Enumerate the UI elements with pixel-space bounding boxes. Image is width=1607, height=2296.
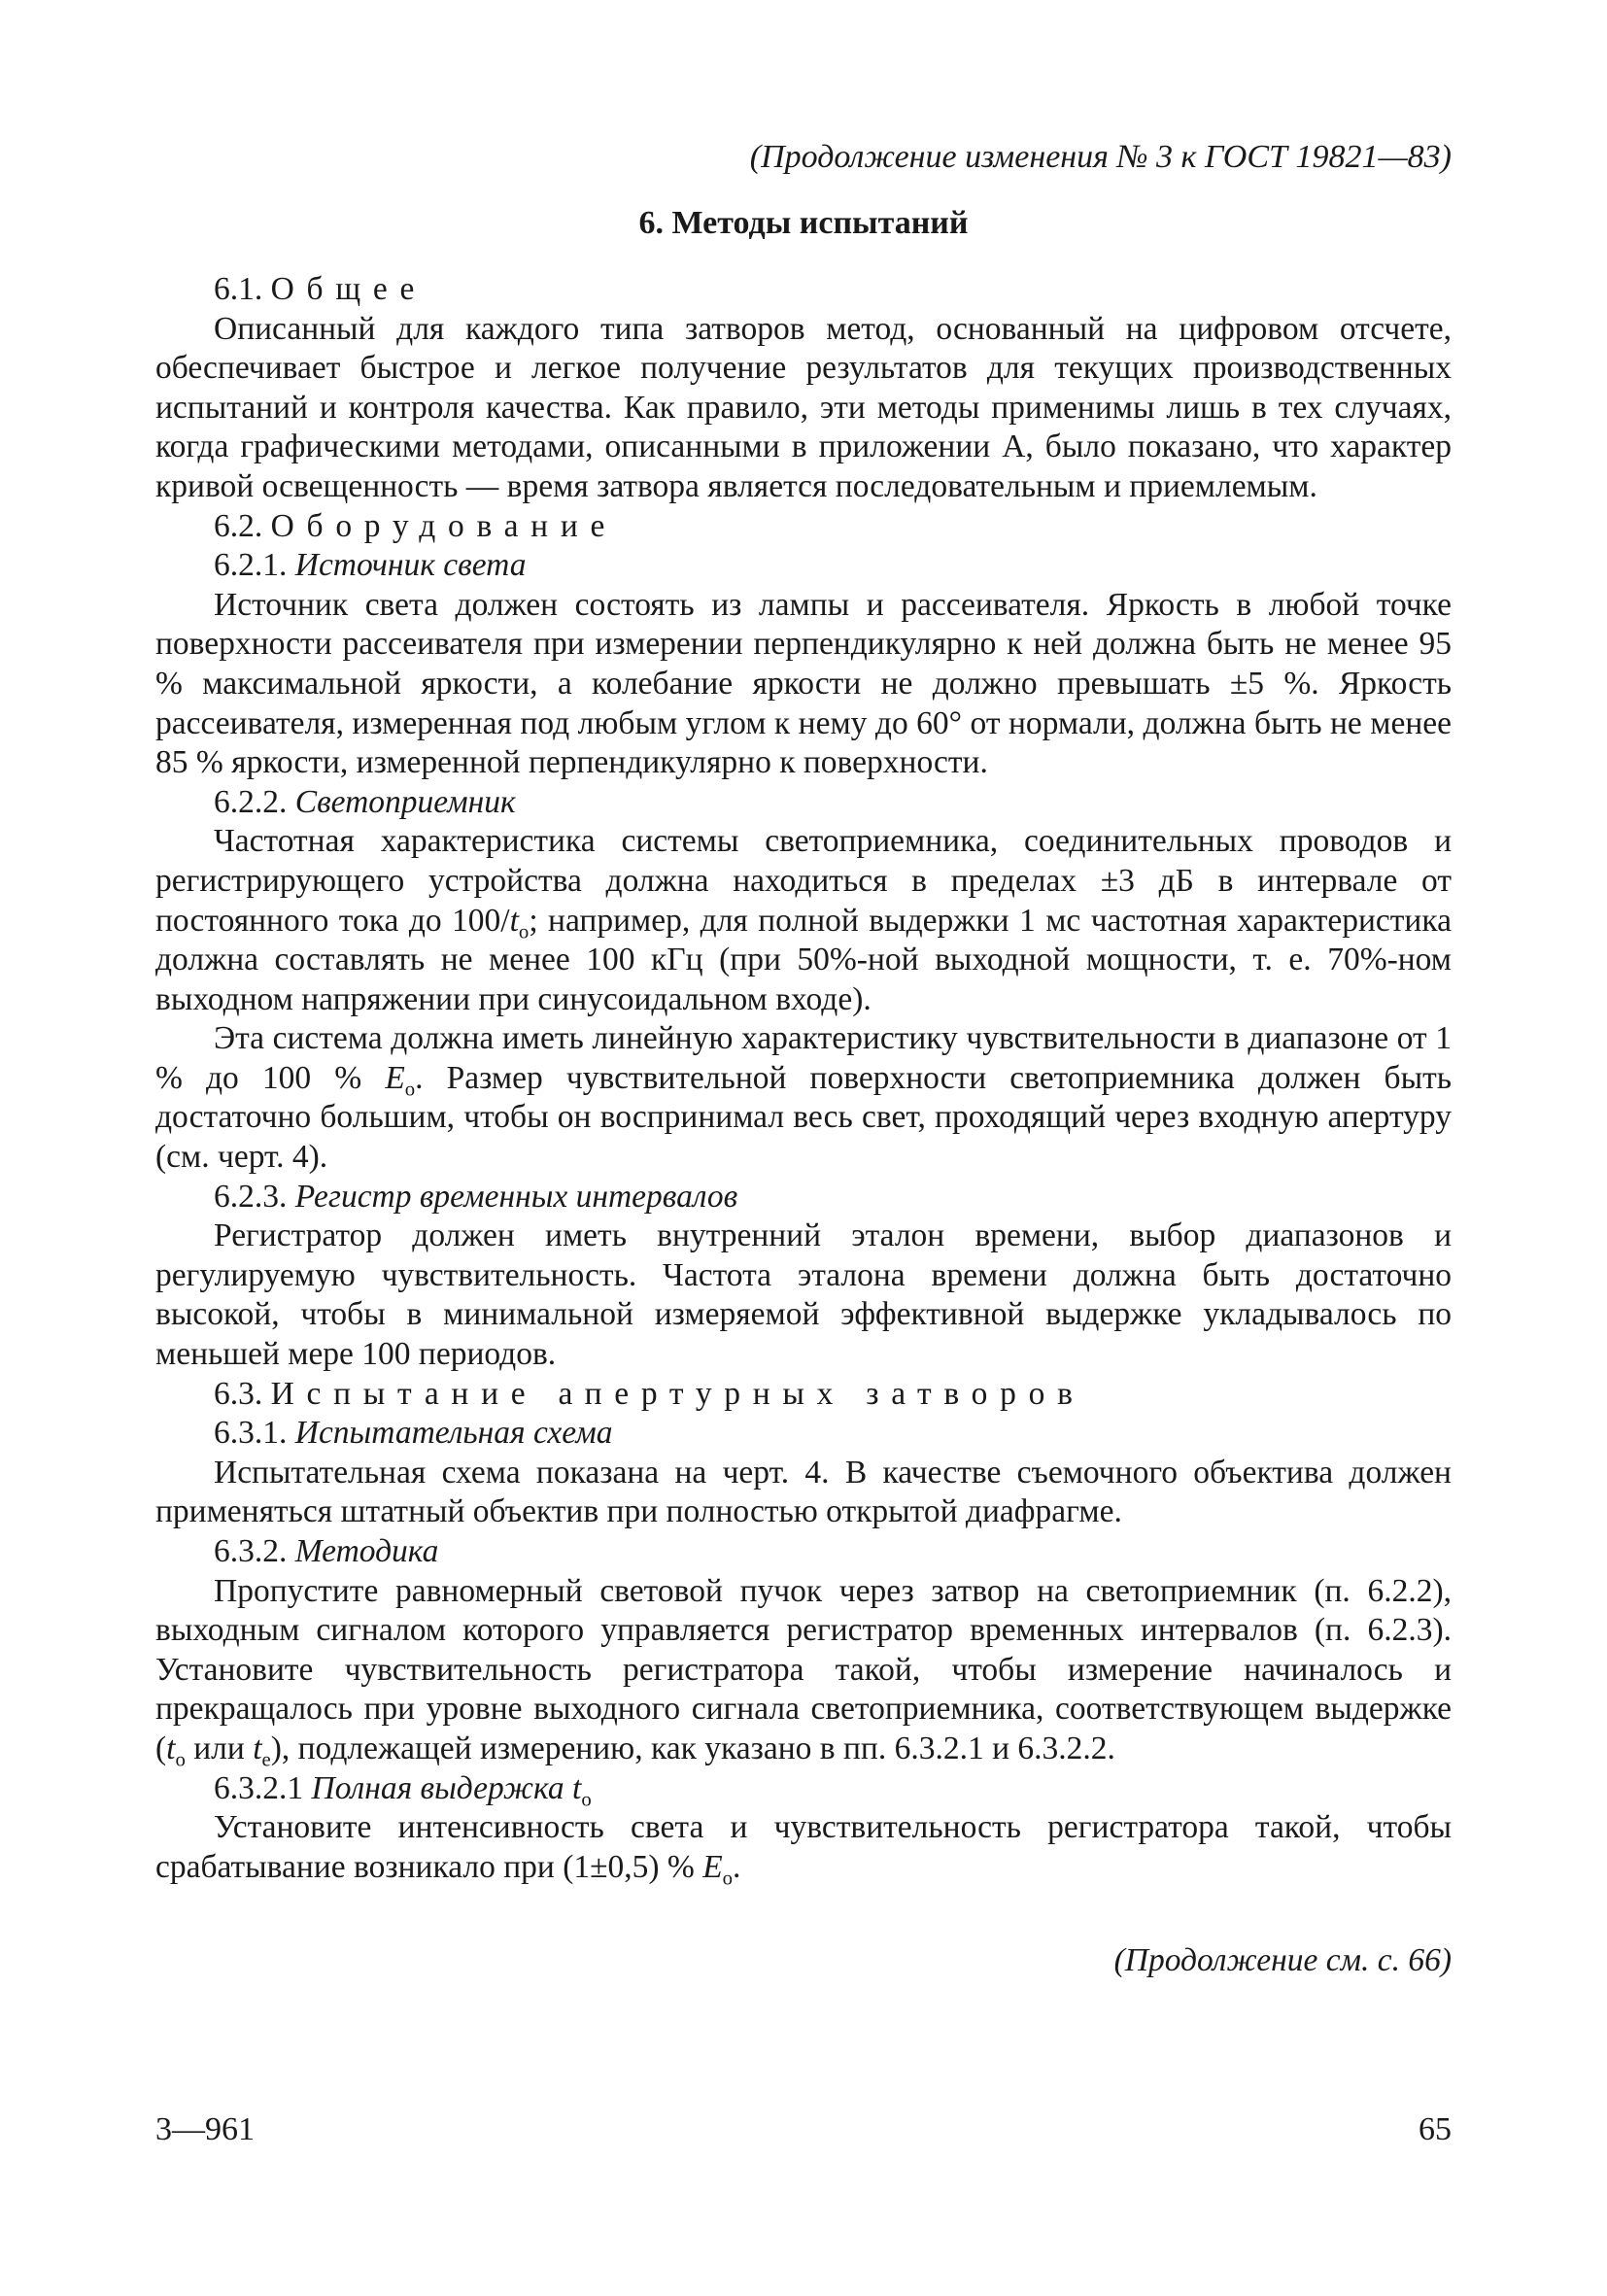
running-header: (Продолжение изменения № 3 к ГОСТ 19821—83) xyxy=(749,139,1452,175)
footer-code: 3—961 xyxy=(155,2111,255,2147)
paragraph-6-2-3: Регистратор должен иметь внутренний эталон времени, выбор диапазонов и регулируемую чувствительность. Частота эталона времени должна быть достаточно высокой, чтобы в минимальной измеряемой эффективной выдержке укладывалось по меньшей мере 100 периодов. xyxy=(155,1217,1452,1373)
paragraph-6-1: Описанный для каждого типа затворов метод, основанный на цифровом отсчете, обеспечивает быстрое и легкое получение результатов для текущих производственных испытаний и контроля качества. Как правило, эти методы применимы лишь в тех случаях, когда графическими методами, описанными в приложении А, было показано, что характер кривой освещенность — время затвора является последовательным и приемлемым. xyxy=(155,310,1452,504)
continuation-note: (Продолжение см. с. 66) xyxy=(1113,1942,1452,1979)
paragraph-6-3-2-1: Установите интенсивность света и чувствительность регистратора такой, чтобы срабатывание возникало при (1±0,5) % $E_о$. xyxy=(155,1809,1452,1890)
section-title: 6. Методы испытаний xyxy=(638,205,969,241)
heading-6-2-2: 6.2.2. Светоприемник xyxy=(214,783,516,820)
heading-6-3-1: 6.3.1. Испытательная схема xyxy=(214,1415,613,1452)
page-number: 65 xyxy=(1419,2111,1452,2147)
paragraph-6-2-2-a: Частотная характеристика системы светоприемника, соединительных проводов и регистрирующего устройства должна находиться в пределах ±3 дБ в интервале от постоянного тока до $100/t_о$; например, для полной выдержки 1 мс частотная характеристика должна составлять не менее 100 кГц (при 50%-ной выходной мощности, т. е. 70%-ном выходном напряжении при синусоидальном входе). xyxy=(155,823,1452,1017)
heading-6-2-1: 6.2.1. Источник света xyxy=(214,547,527,584)
document-page xyxy=(155,136,1452,1981)
paragraph-6-3-2: Пропустите равномерный световой пучок через затвор на светоприемник (п. 6.2.2), выходным сигналом которого управляется регистратор временных интервалов (п. 6.2.3). Установите чувствительность регистратора такой, чтобы измерение начиналось и прекращалось при уровне выходного сигнала светоприемника, соответствующем выдержке ($t_о$ или $t_е$), подлежащей измерению, как указано в пп. 6.3.2.1 и 6.3.2.2. xyxy=(155,1572,1452,1771)
paragraph-6-2-1: Источник света должен состоять из лампы и рассеивателя. Яркость в любой точке поверхности рассеивателя при измерении перпендикулярно к ней должна быть не менее 95 % максимальной яркости, а колебание яркости не должно превышать ±5 %. Яркость рассеивателя, измеренная под любым углом к нему до 60° от нормали, должна быть не менее 85 % яркости, измеренной перпендикулярно к поверхности. xyxy=(155,586,1452,781)
heading-6-3-2: 6.3.2. Методика xyxy=(214,1533,439,1569)
heading-6-1: 6.1. Общее xyxy=(214,271,427,307)
page-footer xyxy=(155,2110,1452,2149)
paragraph-6-3-1: Испытательная схема показана на черт. 4. В качестве съемочного объектива должен применяться штатный объектив при полностью открытой диафрагме. xyxy=(155,1454,1452,1530)
heading-6-2: 6.2. Оборудование xyxy=(214,507,618,544)
heading-6-3: 6.3. Испытание апертурных затворов xyxy=(214,1375,1085,1412)
heading-6-3-2-1: 6.3.2.1 Полная выдержка $t_о$ xyxy=(214,1769,592,1810)
heading-6-2-3: 6.2.3. Регистр временных интервалов xyxy=(214,1178,738,1215)
paragraph-6-2-2-b: Эта система должна иметь линейную характеристику чувствительности в диапазоне от 1 % до 100 % $E_о$. Размер чувствительной поверхности светоприемника должен быть достаточно большим, чтобы он воспринимал весь свет, проходящий через входную апертуру (см. черт. 4). xyxy=(155,1020,1453,1176)
